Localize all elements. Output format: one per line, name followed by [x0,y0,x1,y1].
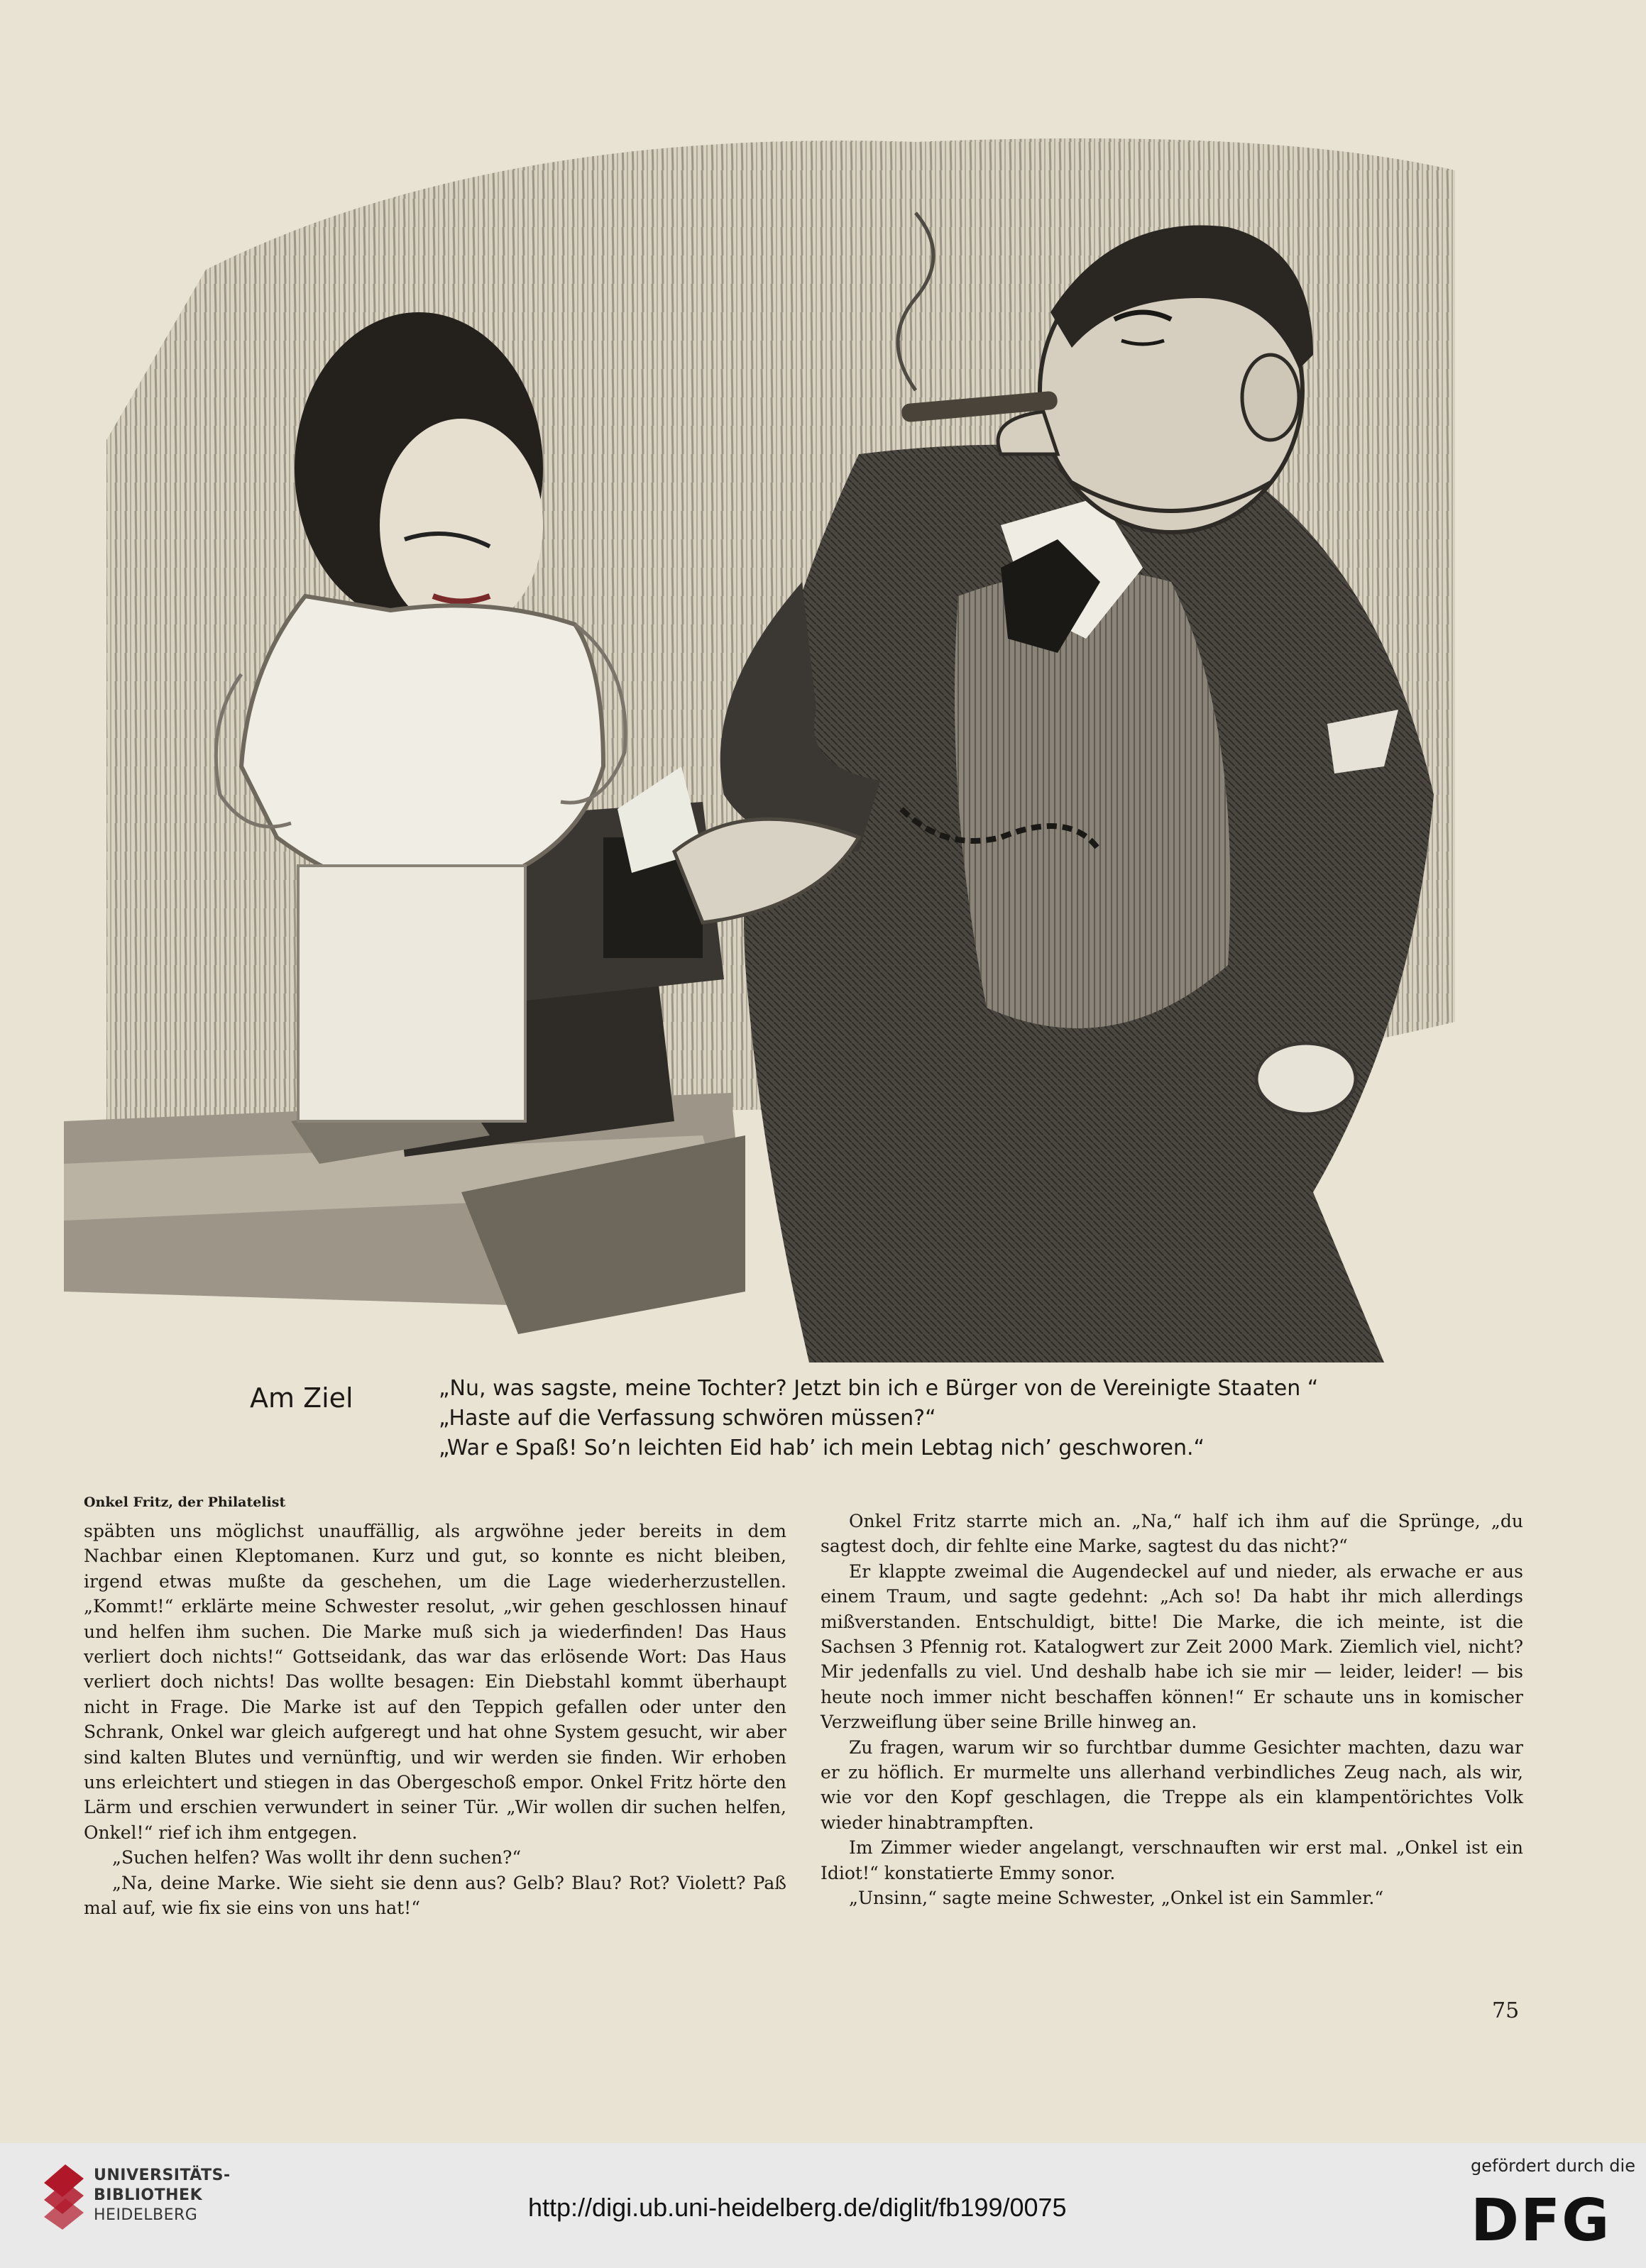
article-running-header: Onkel Fritz, der Philatelist [84,1494,286,1510]
university-library-logo-icon [41,2162,87,2230]
paragraph: Im Zimmer wieder angelangt, verschnauften wir erst mal. „Onkel ist ein Idiot!“ konstatierte Emmy sonor. [821,1837,1523,1883]
paragraph: „Suchen helfen? Was wollt ihr denn suchen?“ [112,1847,522,1868]
paragraph: „Na, deine Marke. Wie sieht sie denn aus? Gelb? Blau? Rot? Violett? Paß mal auf, wie fix sie eins von uns hat!“ [84,1872,786,1919]
caption-dialogue [439,1374,1397,1463]
page-number: 75 [1492,1998,1520,2023]
viewer-footer [0,2143,1646,2268]
funder-text: gefördert durch die [1471,2156,1635,2176]
logo-line: HEIDELBERG [94,2206,198,2224]
paragraph: „Unsinn,“ sagte meine Schwester, „Onkel ist ein Sammler.“ [849,1888,1384,1909]
caption-line: „War e Spaß! So’n leichten Eid hab’ ich mein Lebtag nich’ geschworen.“ [439,1436,1205,1460]
paragraph: späbten uns möglichst unauffällig, als argwöhne jeder bereits in dem Nachbar einen Kleptomanen. Kurz und gut, so konnte es nicht bleiben, irgend etwas mußte da geschehen, um die Lage wiederherzustellen. „Kommt!“ erklärte meine Schwester resolut, „wir gehen geschlossen hinauf und helfen ihm suchen. Die Marke muß sich ja wiederfinden! Das Haus verliert doch nichts!“ Gottseidank, das war das erlösende Wort: Das Haus verliert doch nichts! Das wollte besagen: Ein Diebstahl kommt überhaupt nicht in Frage. Die Marke ist auf den Teppich gefallen oder unter den Schrank, Onkel war gleich aufgeregt und hat ohne System gesucht, wir aber sind kalten Blutes und vernünftig, und wir werden sie finden. Wir erhoben uns erleichtert und stiegen in das Obergeschoß empor. Onkel Fritz hörte den Lärm und erschien verwundert in seiner Tür. „Wir wollen dir suchen helfen, Onkel!“ rief ich ihm entgegen. [84,1521,786,1843]
article-column-left [84,1519,786,1921]
paragraph: Er klappte zweimal die Augendeckel auf und nieder, als erwache er aus einem Traum, und sagte gedehnt: „Ach so! Da habt ihr mich allerdings mißverstanden. Entschuldigt, bitte! Die Marke, die ich meinte, ist die Sachsen 3 Pfennig rot. Katalogwert zur Zeit 2000 Mark. Ziemlich viel, nicht? Mir jedenfalls zu viel. Und deshalb habe ich sie mir — leider, leider! — bis heute noch immer nicht beschaffen können!“ Er schaute uns in komischer Verzweiflung über seine Brille hinweg an. [821,1560,1523,1733]
dfg-logo: DFG [1471,2187,1611,2255]
caption-title: Am Ziel [250,1382,353,1414]
logo-line: UNIVERSITÄTS- [94,2167,231,2184]
logo-line: BIBLIOTHEK [94,2186,203,2204]
permalink-url[interactable]: http://digi.ub.uni-heidelberg.de/diglit/fb199/0075 [528,2193,1067,2222]
paragraph: Onkel Fritz starrte mich an. „Na,“ half ich ihm auf die Sprünge, „du sagtest doch, dir fehlte eine Marke, sagtest du das nicht?“ [821,1511,1523,1557]
article-column-right [821,1509,1523,1911]
illustration-man-and-typist [64,85,1526,1363]
caption-line: „Haste auf die Verfassung schwören müssen?“ [439,1406,936,1431]
caption-line: „Nu, was sagste, meine Tochter? Jetzt bin ich e Bürger von de Vereinigte Staaten “ [439,1376,1319,1401]
illustration-drawing [64,85,1526,1363]
paragraph: Zu fragen, warum wir so furchtbar dumme Gesichter machten, dazu war er zu höflich. Er murmelte uns allerhand verbindliches Zeug nach, als wir, wie vor den Kopf geschlagen, die Treppe als ein klampentörichtes Volk wieder hinabtrampften. [821,1736,1523,1833]
university-library-name [94,2166,231,2225]
